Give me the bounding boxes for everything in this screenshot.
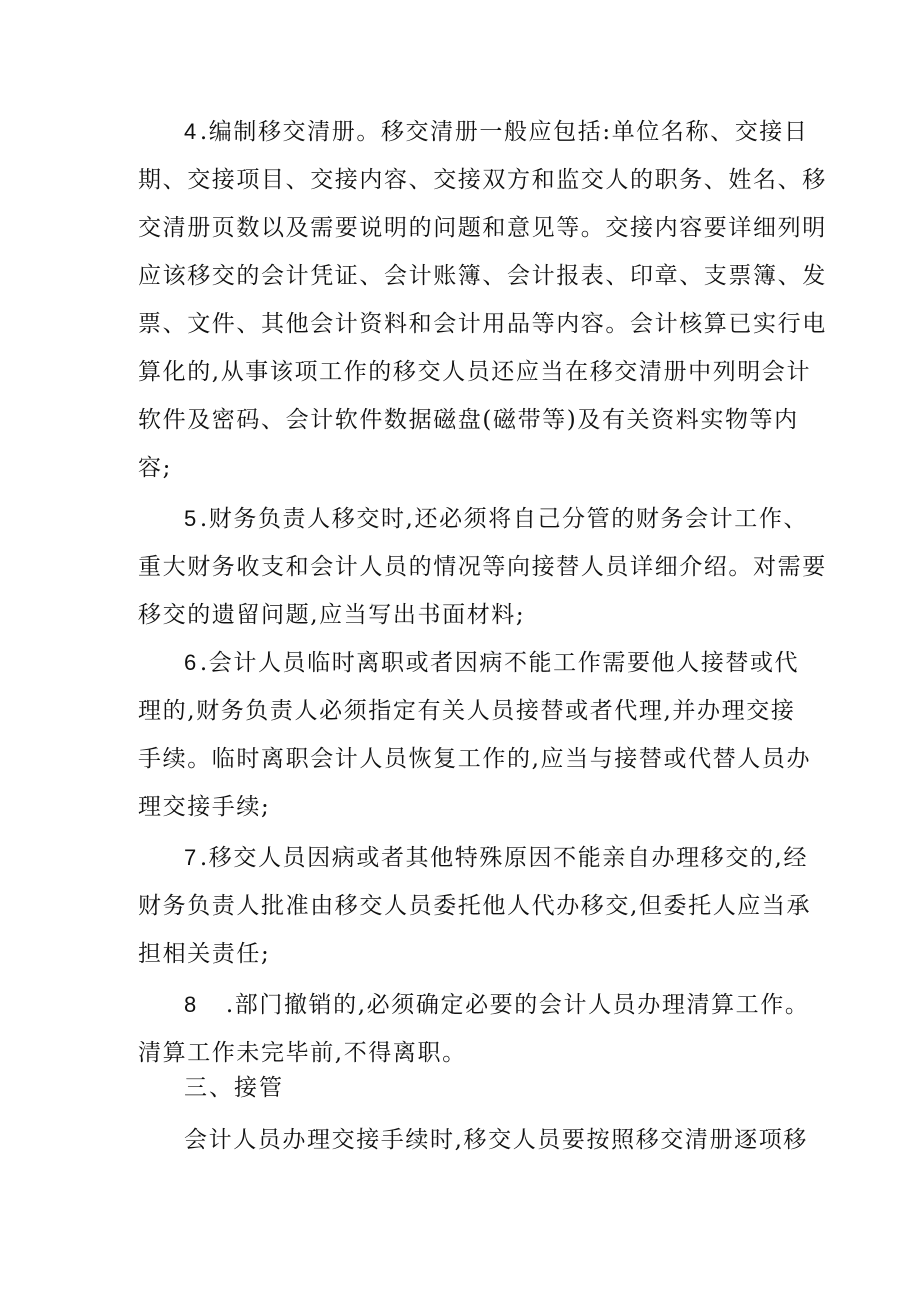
section-heading: 三、接管 (184, 1075, 284, 1101)
paragraph-7-line-3: 担相关责任; (138, 941, 271, 967)
paragraph-7-line-2: 财务负责人批准由移交人员委托他人代办移交,但委托人应当承 (138, 893, 812, 919)
paragraph-5-line-1: 5.财务负责人移交时,还必须将自己分管的财务会计工作、 (184, 506, 809, 532)
paragraph-4-line-5: 票、文件、其他会计资料和会计用品等内容。会计核算已实行电 (138, 311, 827, 337)
paragraph-4-line-8: 容; (138, 455, 172, 481)
paragraph-number: 7 (184, 845, 198, 870)
paragraph-number: 6 (184, 650, 198, 675)
paragraph-6-line-1: 6.会计人员临时离职或者因病不能工作需要他人接替或代 (184, 650, 800, 676)
paragraph-8-line-2: 清算工作未完毕前,不得离职。 (138, 1040, 467, 1066)
paragraph-6-line-2: 理的,财务负责人必须指定有关人员接替或者代理,并办理交接 (138, 698, 796, 724)
paragraph-4-line-1: 4.编制移交清册。移交清册一般应包括:单位名称、交接日 (184, 119, 809, 145)
paragraph-7-line-1: 7.移交人员因病或者其他特殊原因不能亲自办理移交的,经 (184, 845, 809, 871)
paragraph-5-line-3: 移交的遗留问题,应当写出书面材料; (138, 602, 526, 628)
paragraph-4-line-4: 应该移交的会计凭证、会计账簿、会计报表、印章、支票簿、发 (138, 263, 827, 289)
paragraph-4-line-3: 交清册页数以及需要说明的问题和意见等。交接内容要详细列明 (138, 215, 827, 241)
paragraph-4-line-6: 算化的,从事该项工作的移交人员还应当在移交清册中列明会计 (138, 359, 812, 385)
paragraph-6-line-4: 理交接手续; (138, 794, 271, 820)
paragraph-4-line-7: 软件及密码、会计软件数据磁盘(磁带等)及有关资料实物等内 (138, 407, 799, 433)
paragraph-5-line-2: 重大财务收支和会计人员的情况等向接替人员详细介绍。对需要 (138, 554, 827, 580)
paragraph-number: 4 (184, 119, 198, 144)
paragraph-4-line-2: 期、交接项目、交接内容、交接双方和监交人的职务、姓名、移 (138, 167, 827, 193)
paragraph-number: 5 (184, 506, 198, 531)
paragraph-8-line-1: 8 .部门撤销的,必须确定必要的会计人员办理清算工作。 (184, 992, 810, 1018)
paragraph-6-line-3: 手续。临时离职会计人员恢复工作的,应当与接替或代替人员办 (138, 746, 812, 772)
paragraph-number: 8 (184, 992, 198, 1017)
final-paragraph-line-1: 会计人员办理交接手续时,移交人员要按照移交清册逐项移 (184, 1127, 808, 1153)
